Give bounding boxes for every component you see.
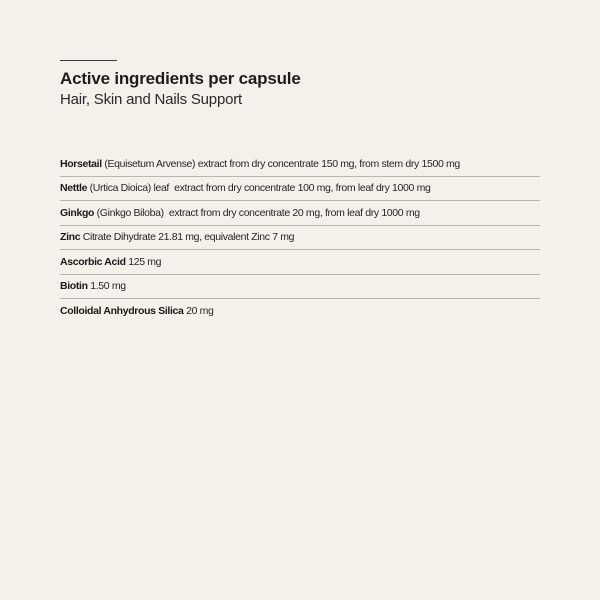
ingredient-name: Horsetail [60,157,102,170]
ingredient-name: Ascorbic Acid [60,255,126,268]
header-rule [60,60,117,61]
ingredient-detail: (Urtica Dioica) leaf extract from dry concentrate 100 mg, from leaf dry 1000 mg [87,182,431,195]
ingredient-detail: 20 mg [183,305,214,318]
ingredient-row-ginkgo [60,201,540,226]
ingredient-name: Biotin [60,280,88,293]
ingredient-row-zinc [60,226,540,251]
ingredient-name: Nettle [60,182,88,195]
page-subtitle: Hair, Skin and Nails Support [60,91,242,108]
ingredient-detail: 125 mg [125,255,162,268]
ingredient-name: Colloidal Anhydrous Silica [60,305,184,318]
ingredient-detail: 1.50 mg [87,280,126,293]
page-title: Active ingredients per capsule [60,69,301,88]
ingredient-row-nettle [60,177,540,202]
ingredient-row-horsetail [60,152,540,177]
ingredient-row-ascorbic-acid [60,250,540,275]
ingredient-list [60,152,540,324]
ingredient-detail: (Equisetum Arvense) extract from dry concentrate 150 mg, from stem dry 1500 mg [101,157,460,170]
ingredient-row-biotin [60,275,540,300]
ingredient-name: Ginkgo [60,206,95,219]
ingredient-detail: (Ginkgo Biloba) extract from dry concentrate 20 mg, from leaf dry 1000 mg [94,206,420,219]
ingredient-row-silica [60,299,540,324]
ingredient-detail: Citrate Dihydrate 21.81 mg, equivalent Zinc 7 mg [80,231,295,244]
ingredient-name: Zinc [60,231,81,244]
